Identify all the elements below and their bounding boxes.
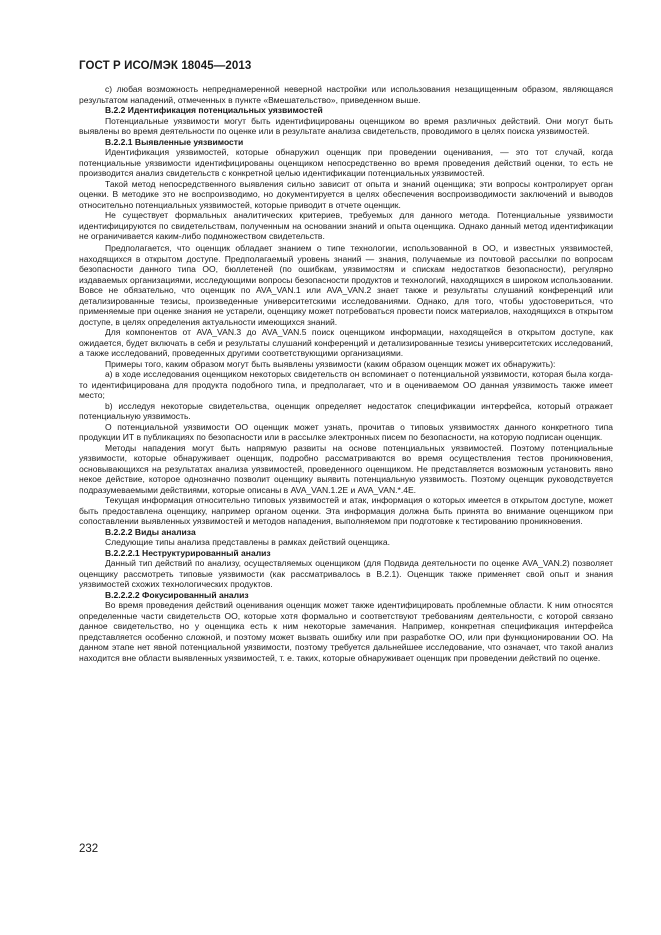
paragraph: Методы нападения могут быть напрямую развиты на основе потенциальных уязвимостей. Поэтому потенциальные уязвимости, которые обнаруживает оценщик, подробно рассматриваются во время осуществления тестов проникновения, основывающихся на результатах анализа уязвимостей, проведенного оценщиком. Не представляется возможным установить явно некое действие, которое однозначно позволит оценщику выявить потенциальную уязвимость. Поэтому оценщик руководствуется подразумеваемыми действиями, которые описаны в AVA_VAN.1.2E и AVA_VAN.*.4E. <box>79 442 613 495</box>
paragraph: Следующие типы анализа представлены в рамках действий оценщика. <box>105 537 390 547</box>
document-body <box>79 84 613 663</box>
paragraph: Текущая информация относительно типовых уязвимостей и атак, информация о которых имеется в открытом доступе, может быть предоставлена оценщику, например органом оценки. Эта информация должна быть принята во внимание оценщиком при сопоставлении выявленных уязвимостей и методов нападения, выполняемом при подготовке к тестированию проникновения. <box>79 495 613 526</box>
paragraph: a) в ходе исследования оценщиком некоторых свидетельств он вспоминает о потенциальной уязвимости, которая была когда-то идентифицирована для продукта подобного типа, и предполагает, что и в оцениваемом ОО данная уязвимость также имеет место; <box>79 369 613 400</box>
paragraph: Данный тип действий по анализу, осуществляемых оценщиком (для Подвида деятельности по оценке AVA_VAN.2) позволяет оценщику рассмотреть типовые уязвимости (как рассматривалось в В.2.1). Оценщик также применяет свой опыт и знания уязвимостей схожих технологических продуктов. <box>79 558 613 589</box>
paragraph: Такой метод непосредственного выявления сильно зависит от опыта и знаний оценщика; эти вопросы контролирует орган оценки. В методике это не воспроизводимо, но документируется в целях обеспечения воспроизводимости заключений и выводов относительно потенциальных уязвимостей, которые приводит в отчете оценщик. <box>79 178 613 210</box>
paragraph: b) исследуя некоторые свидетельства, оценщик определяет недостаток спецификации интерфейса, который отражает потенциальную уязвимость. <box>79 400 613 421</box>
section-heading: В.2.2.1 Выявленные уязвимости <box>105 136 244 147</box>
paragraph: Предполагается, что оценщик обладает знанием о типе технологии, использованной в ОО, и известных уязвимостей, находящихся в открытом доступе. Предполагаемый уровень знаний — знания, получаемые из почтовой рассылки по вопросам безопасности данного типа ОО, бюллетеней (по ошибкам, уязвимостям и спискам недостатков безопасности), регулярно издаваемых организациями, исследующими вопросы безопасности продуктов и технологий, находящихся в широком использовании. Вовсе не обязательно, что оценщик по AVA_VAN.1 или AVA_VAN.2 знает также и результаты слушаний конференций или детализированные тезисы, произведенные университетскими исследованиями. Однако, для того, чтобы удостовериться, что применяемые при оценке знания не устарели, оценщику может потребоваться провести поиск материалов, находящихся в открытом доступе, в целях определения актуальности имеющихся знаний. <box>79 243 613 327</box>
page-number: 232 <box>79 843 99 855</box>
section-heading: В.2.2.2.1 Неструктурированный анализ <box>105 547 271 558</box>
paragraph: О потенциальной уязвимости ОО оценщик может узнать, прочитав о типовых уязвимостях данного конкретного типа продукции ИТ в публикациях по безопасности или в рассылке электронных писем по безопасности, на которую подписан оценщик. <box>79 421 613 442</box>
paragraph: Не существует формальных аналитических критериев, требуемых для данного метода. Потенциальные уязвимости идентифицируются по свидетельствам, полученным на основании знаний и опыта оценщика. Однако данный метод идентификации не ограничивается каким-либо подмножеством свидетельств. <box>79 210 613 241</box>
document-header: ГОСТ Р ИСО/МЭК 18045—2013 <box>79 60 252 72</box>
paragraph: Во время проведения действий оценивания оценщик может также идентифицировать проблемные области. К ним относятся определенные части свидетельств ОО, которые хотя формально и соответствуют требованиям деятельности, с которой связано данное свидетельство, но у оценщика есть к ним некоторые замечания. Например, конкретная спецификация интерфейса представляется особенно сложной, и поэтому может вызвать ошибку или при разработке ОО, или при функционировании ОО. На данном этапе нет явной потенциальной уязвимости, поэтому требуется дальнейшее исследование, что означает, что такой анализ находится вне области выявленных уязвимостей, т. е. таких, которые обнаруживает оценщик при проведении действий по оценке. <box>79 600 613 663</box>
section-heading: В.2.2.2.2 Фокусированный анализ <box>105 589 249 600</box>
section-heading: В.2.2 Идентификация потенциальных уязвимостей <box>105 105 323 115</box>
paragraph: c) любая возможность непреднамеренной неверной настройки или использования незащищенным образом, являющаяся результатом нападений, отмеченных в пункте «Вмешательство», приведенном выше. <box>79 84 613 105</box>
paragraph: Примеры того, каким образом могут быть выявлены уязвимости (каким образом оценщик может их обнаружить): <box>105 358 556 369</box>
section-heading: В.2.2.2 Виды анализа <box>105 526 196 537</box>
paragraph: Идентификация уязвимостей, которые обнаружил оценщик при проведении оценивания, — это тот случай, когда потенциальные уязвимости идентифицированы оценщиком непосредственно во время проведения действий оценки, то есть не производится анализ свидетельств с конкретной целью идентификации потенциальных уязвимостей. <box>79 147 613 178</box>
paragraph: Потенциальные уязвимости могут быть идентифицированы оценщиком во время различных действий. Они могут быть выявлены во время деятельности по оценке или в результате анализа свидетельств, проводимого в целях поиска уязвимостей. <box>79 115 613 136</box>
paragraph: Для компонентов от AVA_VAN.3 до AVA_VAN.5 поиск оценщиком информации, находящейся в открытом доступе, как ожидается, будет включать в себя и результаты слушаний конференций и детализированные тезисы университетских исследований, а также исследований, проведенных другими соответствующими организациями. <box>79 327 613 358</box>
